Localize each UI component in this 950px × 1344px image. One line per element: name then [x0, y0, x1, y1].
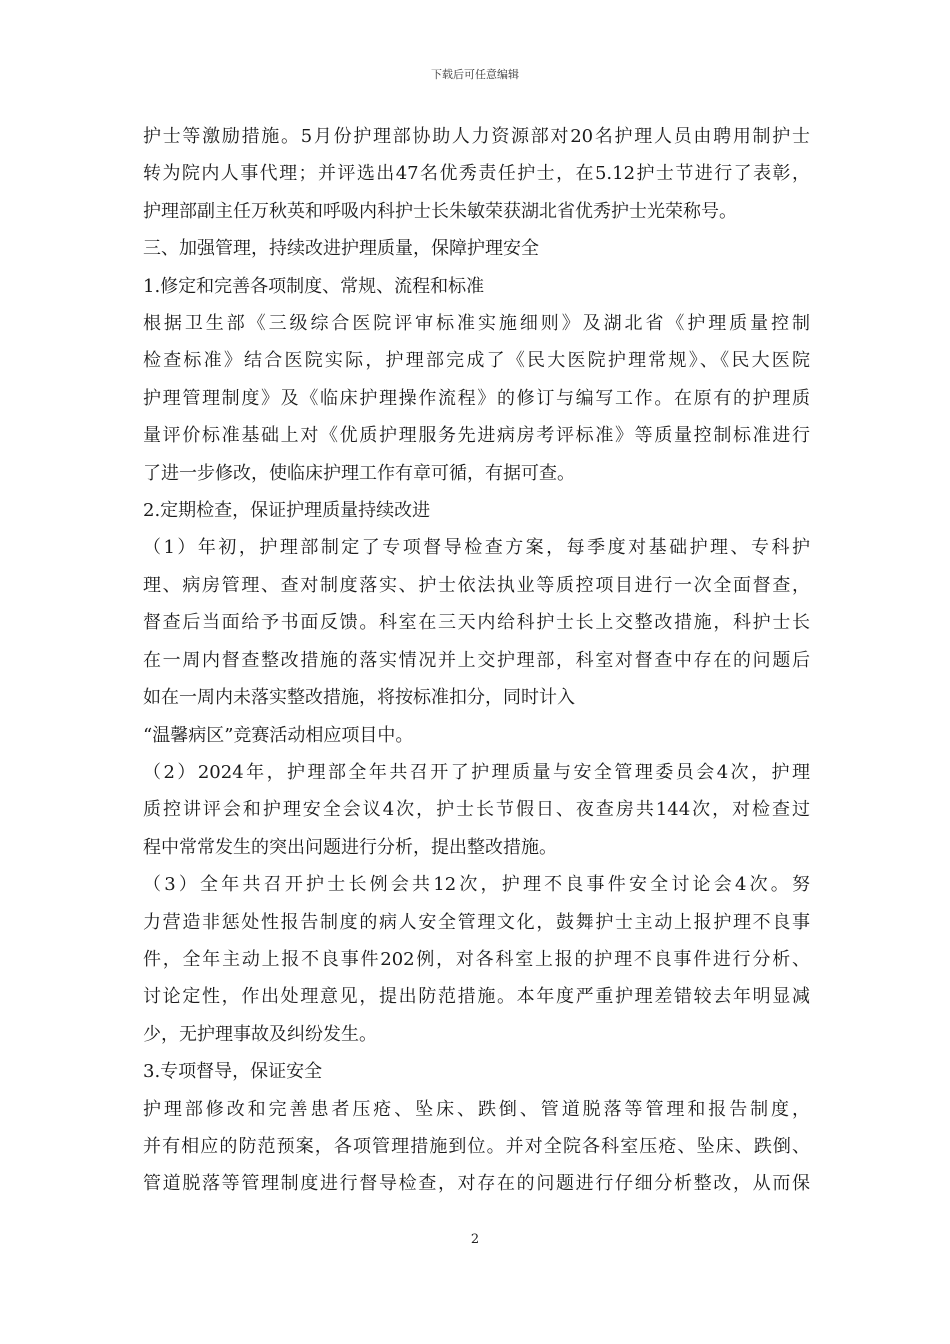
page-number: 2: [470, 1232, 480, 1247]
text-line: 件，全年主动上报不良事件202例，对各科室上报的护理不良事件进行分析、: [143, 948, 810, 970]
text-line: 2.定期检查，保证护理质量持续改进: [143, 500, 431, 522]
text-line: （2）2024年，护理部全年共召开了护理质量与安全管理委员会4次，护理: [143, 761, 810, 783]
text-line: 力营造非惩处性报告制度的病人安全管理文化，鼓舞护士主动上报护理不良事: [143, 911, 810, 933]
text-line: （3）全年共召开护士长例会共12次，护理不良事件安全讨论会4次。努: [143, 874, 810, 896]
text-line: 检查标准》结合医院实际，护理部完成了《民大医院护理常规》、《民大医院: [143, 350, 810, 372]
text-line: “温馨病区”竞赛活动相应项目中。: [143, 724, 414, 746]
text-line: 根据卫生部《三级综合医院评审标准实施细则》及湖北省《护理质量控制: [143, 313, 810, 335]
text-line: 3.专项督导，保证安全: [143, 1061, 323, 1083]
text-line: 少，无护理事故及纠纷发生。: [143, 1023, 377, 1045]
page-header: 下载后可任意编辑: [431, 68, 519, 81]
text-line: 护理管理制度》及《临床护理操作流程》的修订与编写工作。在原有的护理质: [143, 387, 810, 409]
text-line: 护理部修改和完善患者压疮、坠床、跌倒、管道脱落等管理和报告制度，: [143, 1098, 810, 1120]
text-line: （1）年初，护理部制定了专项督导检查方案，每季度对基础护理、专科护: [143, 537, 810, 559]
text-line: 讨论定性，作出处理意见，提出防范措施。本年度严重护理差错较去年明显减: [143, 986, 810, 1008]
text-line: 1.修定和完善各项制度、常规、流程和标准: [143, 275, 485, 297]
text-line: 护理部副主任万秋英和呼吸内科护士长朱敏荣获湖北省优秀护士光荣称号。: [143, 200, 737, 222]
text-line: 转为院内人事代理；并评选出47名优秀责任护士，在5.12护士节进行了表彰，: [143, 163, 810, 185]
text-line: 如在一周内未落实整改措施，将按标准扣分，同时计入: [143, 687, 575, 709]
text-line: 量评价标准基础上对《优质护理服务先进病房考评标准》等质量控制标准进行: [143, 425, 810, 447]
text-line: 三、加强管理，持续改进护理质量，保障护理安全: [143, 238, 539, 260]
text-line: 质控讲评会和护理安全会议4次，护士长节假日、夜查房共144次，对检查过: [143, 799, 810, 821]
text-line: 护士等激励措施。5月份护理部协助人力资源部对20名护理人员由聘用制护士: [143, 126, 810, 147]
text-line: 了进一步修改，使临床护理工作有章可循，有据可查。: [143, 462, 575, 484]
text-line: 督查后当面给予书面反馈。科室在三天内给科护士长上交整改措施，科护士长: [143, 612, 810, 634]
text-line: 理、病房管理、查对制度落实、护士依法执业等质控项目进行一次全面督查，: [143, 574, 810, 596]
text-line: 管道脱落等管理制度进行督导检查，对存在的问题进行仔细分析整改，从而保: [143, 1173, 810, 1195]
text-line: 程中常常发生的突出问题进行分析，提出整改措施。: [143, 836, 557, 858]
text-line: 并有相应的防范预案，各项管理措施到位。并对全院各科室压疮、坠床、跌倒、: [143, 1135, 810, 1157]
document-body: [143, 118, 810, 1203]
text-line: 在一周内督查整改措施的落实情况并上交护理部，科室对督查中存在的问题后: [143, 649, 810, 671]
